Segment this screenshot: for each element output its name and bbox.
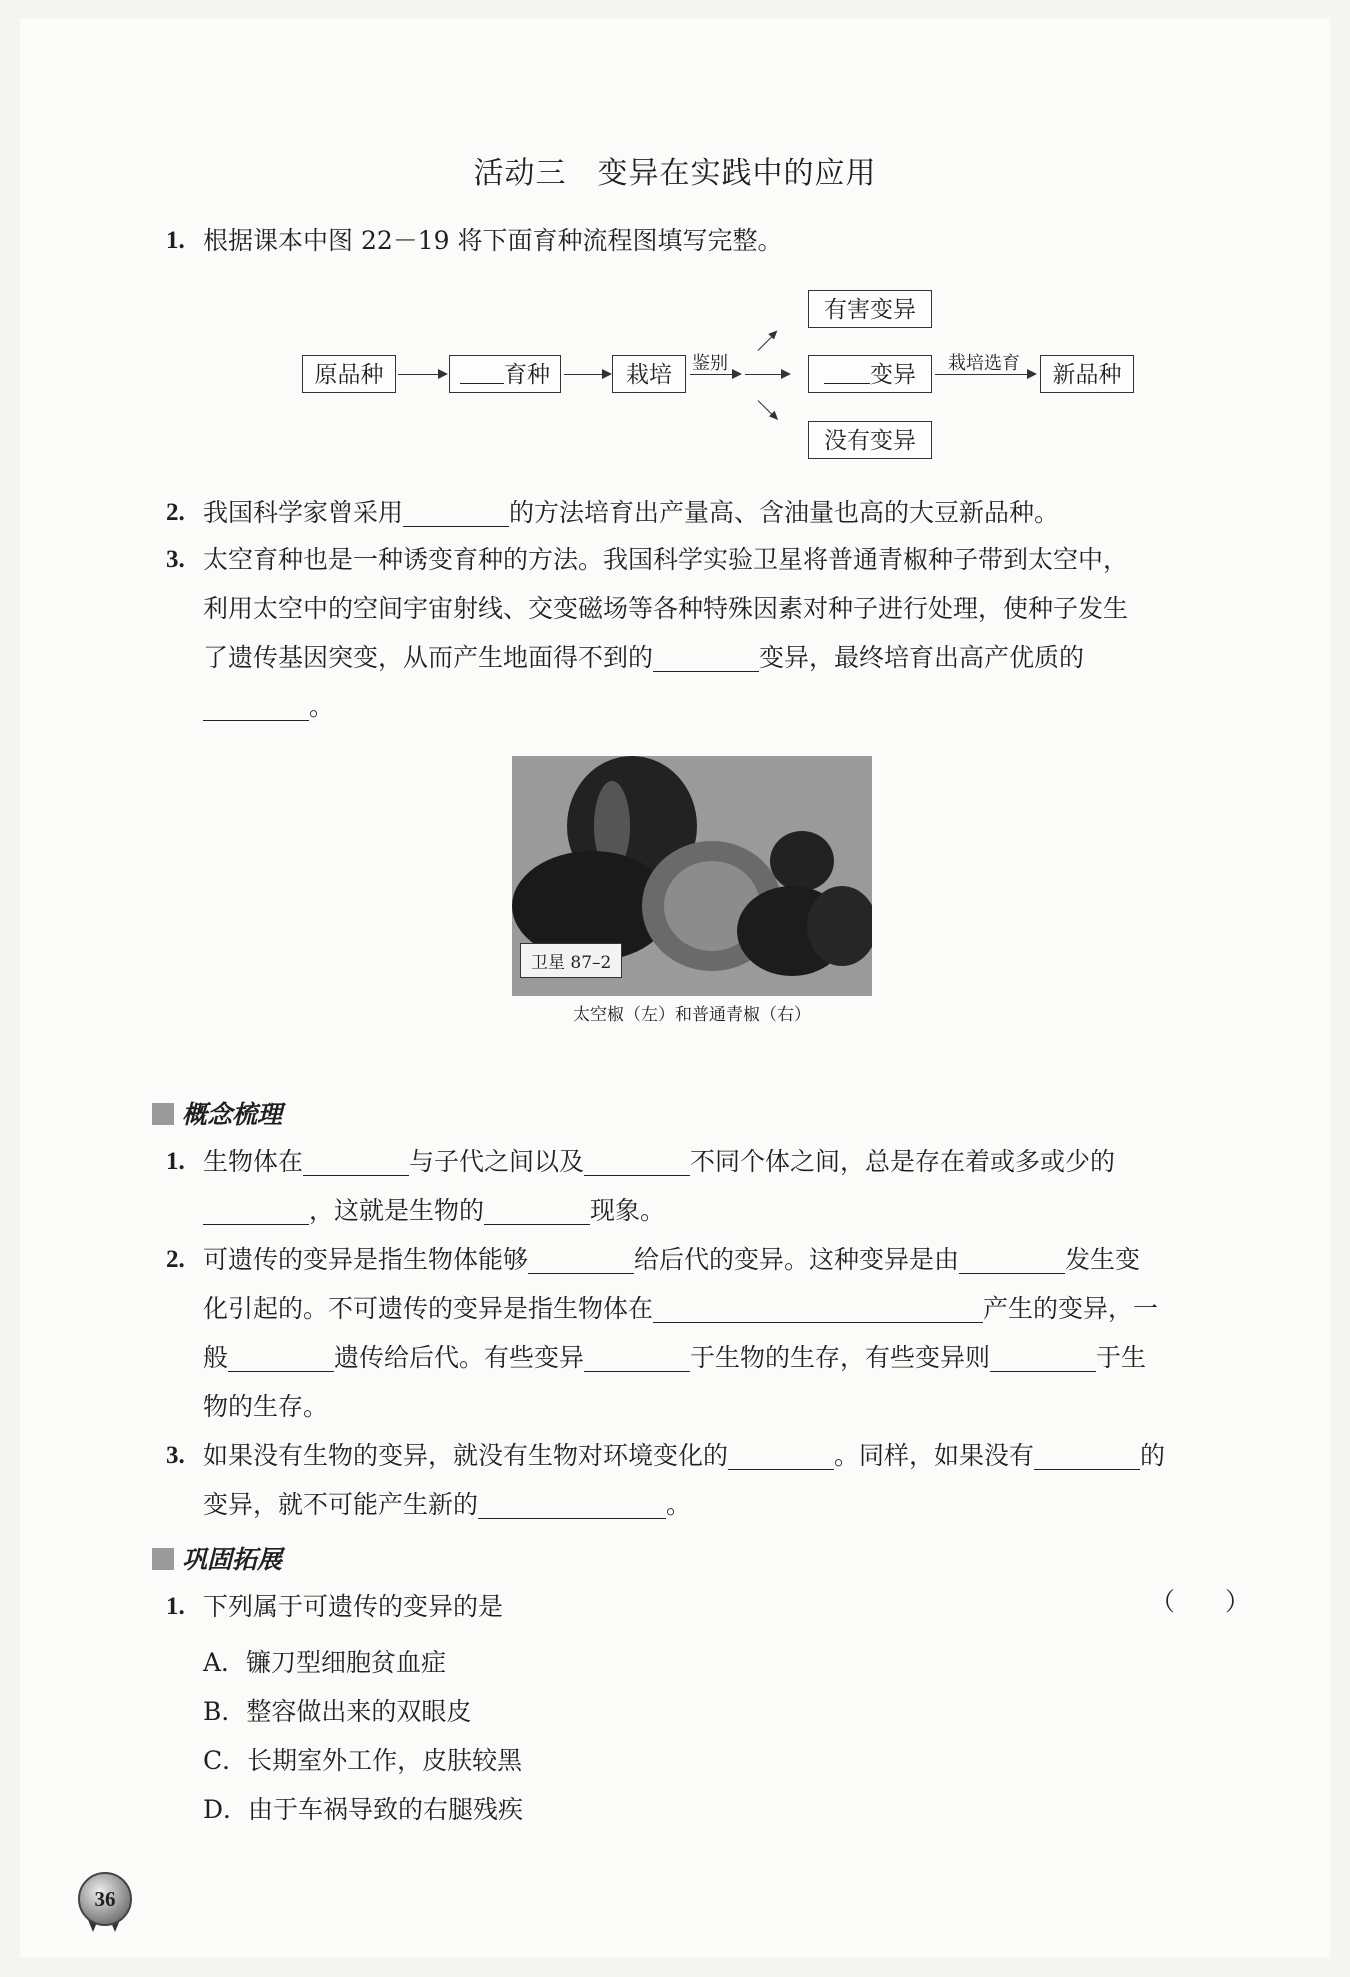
pepper-photo	[512, 756, 872, 996]
question-line	[203, 1137, 1233, 1186]
flow-arrow	[564, 374, 610, 375]
photo-caption: 太空椒（左）和普通青椒（右）	[573, 1005, 811, 1025]
answer-blank[interactable]	[478, 1490, 666, 1519]
question-line: 物的生存。	[203, 1392, 329, 1421]
question-text: 的方法培育出产量高、含油量也高的大豆新品种。	[509, 498, 1060, 527]
question-text: 遗传给后代。有些变异	[334, 1343, 585, 1372]
answer-blank[interactable]	[959, 1245, 1065, 1274]
option-c[interactable]: C．长期室外工作，皮肤较黑	[203, 1746, 523, 1775]
question-line	[203, 682, 1233, 731]
question-text: 生物体在	[203, 1147, 304, 1176]
question-number: 2.	[166, 1246, 185, 1273]
answer-blank[interactable]	[228, 1343, 334, 1372]
question-text: 发生变	[1065, 1245, 1141, 1274]
question-text: 可遗传的变异是指生物体能够	[203, 1245, 529, 1274]
question-text: 现象。	[590, 1196, 666, 1225]
section-heading-extension	[152, 1540, 282, 1576]
extension-question-1	[166, 1582, 504, 1631]
concept-question-3	[166, 1431, 1233, 1529]
section-heading-text: 概念梳理	[182, 1100, 283, 1129]
question-line	[203, 1333, 1233, 1382]
question-text: 变异，最终培育出高产优质的	[759, 643, 1085, 672]
answer-blank[interactable]	[203, 1196, 309, 1225]
answer-blank[interactable]	[303, 1147, 409, 1176]
activity-title: 活动三 变异在实践中的应用	[473, 156, 877, 191]
question-text: 与子代之间以及	[409, 1147, 585, 1176]
flow-box-breeding	[449, 355, 561, 393]
question-line	[203, 1284, 1233, 1333]
concept-question-1	[166, 1137, 1233, 1235]
flow-box-cultivate: 栽培	[612, 355, 686, 393]
question-text: 般	[203, 1343, 229, 1372]
section-marker-icon	[152, 1103, 174, 1125]
flow-label-identify: 鉴别	[692, 353, 728, 374]
answer-blank[interactable]	[824, 361, 870, 384]
question-number: 3.	[166, 1442, 185, 1469]
answer-blank[interactable]	[484, 1196, 590, 1225]
answer-blank[interactable]	[728, 1441, 834, 1470]
answer-blank[interactable]	[653, 643, 759, 672]
question-text: 如果没有生物的变异，就没有生物对环境变化的	[203, 1441, 729, 1470]
answer-blank[interactable]	[584, 1147, 690, 1176]
option-a[interactable]: A．镰刀型细胞贫血症	[203, 1648, 447, 1677]
answer-blank[interactable]	[460, 361, 504, 384]
question-number: 1.	[166, 227, 185, 254]
section-heading-concepts	[152, 1095, 282, 1131]
answer-blank[interactable]	[528, 1245, 634, 1274]
question-text: 。	[309, 692, 335, 721]
question-text: 于生物的生存，有些变异则	[690, 1343, 991, 1372]
question-text: ，这就是生物的	[309, 1196, 485, 1225]
question-line	[203, 1186, 1233, 1235]
answer-blank[interactable]	[990, 1343, 1096, 1372]
section-marker-icon	[152, 1548, 174, 1570]
answer-blank[interactable]	[653, 1294, 983, 1323]
answer-blank[interactable]	[403, 498, 509, 527]
question-text: 。同样，如果没有	[834, 1441, 1035, 1470]
question-text: 变异，就不可能产生新的	[203, 1490, 479, 1519]
page-number: 36	[78, 1872, 132, 1926]
flow-box-none: 没有变异	[808, 421, 932, 459]
question-text: 于生	[1096, 1343, 1147, 1372]
question-text: 。	[666, 1490, 692, 1519]
question-line	[203, 633, 1233, 682]
question-text: 化引起的。不可遗传的变异是指生物体在	[203, 1294, 654, 1323]
flow-box-breeding-label: 育种	[504, 362, 550, 388]
question-number: 1.	[166, 1148, 185, 1175]
question-text: 不同个体之间，总是存在着或多或少的	[690, 1147, 1116, 1176]
section-heading-text: 巩固拓展	[182, 1545, 283, 1574]
answer-blank[interactable]	[203, 692, 309, 721]
question-number: 2.	[166, 499, 185, 526]
question-line	[203, 1480, 1233, 1529]
question-line	[203, 1235, 1233, 1284]
flow-arrow	[398, 374, 446, 375]
question-text: 根据课本中图 22－19 将下面育种流程图填写完整。	[203, 226, 783, 255]
question-line: 太空育种也是一种诱变育种的方法。我国科学实验卫星将普通青椒种子带到太空中，	[203, 545, 1129, 574]
flow-box-variant-label: 变异	[870, 362, 916, 388]
answer-blank[interactable]	[1034, 1441, 1140, 1470]
concept-question-2	[166, 1235, 1233, 1431]
question-text: 我国科学家曾采用	[203, 498, 404, 527]
activity-question-3	[166, 535, 1233, 731]
answer-blank[interactable]	[584, 1343, 690, 1372]
answer-parentheses[interactable]: （ ）	[1150, 1587, 1251, 1616]
question-text: 产生的变异，一	[983, 1294, 1159, 1323]
activity-question-2	[166, 488, 1060, 537]
flow-label-select: 栽培选育	[948, 353, 1020, 374]
question-text: 给后代的变异。这种变异是由	[634, 1245, 960, 1274]
flow-arrow	[935, 374, 1035, 375]
question-text: 的	[1140, 1441, 1166, 1470]
question-text: 下列属于可遗传的变异的是	[203, 1592, 504, 1621]
question-line	[203, 1431, 1233, 1480]
activity-question-1	[166, 216, 783, 265]
flow-arrow	[745, 374, 789, 375]
option-b[interactable]: B．整容做出来的双眼皮	[203, 1697, 472, 1726]
flow-box-harmful: 有害变异	[808, 290, 932, 328]
flow-arrow	[690, 374, 740, 375]
option-d[interactable]: D．由于车祸导致的右腿残疾	[203, 1795, 524, 1824]
photo-label: 卫星 87–2	[520, 943, 622, 978]
question-number: 3.	[166, 546, 185, 573]
flow-box-original: 原品种	[302, 355, 396, 393]
question-line: 利用太空中的空间宇宙射线、交变磁场等各种特殊因素对种子进行处理，使种子发生	[203, 594, 1129, 623]
question-text: 了遗传基因突变，从而产生地面得不到的	[203, 643, 654, 672]
question-number: 1.	[166, 1593, 185, 1620]
flow-box-new: 新品种	[1040, 355, 1134, 393]
flow-box-variant	[808, 355, 932, 393]
